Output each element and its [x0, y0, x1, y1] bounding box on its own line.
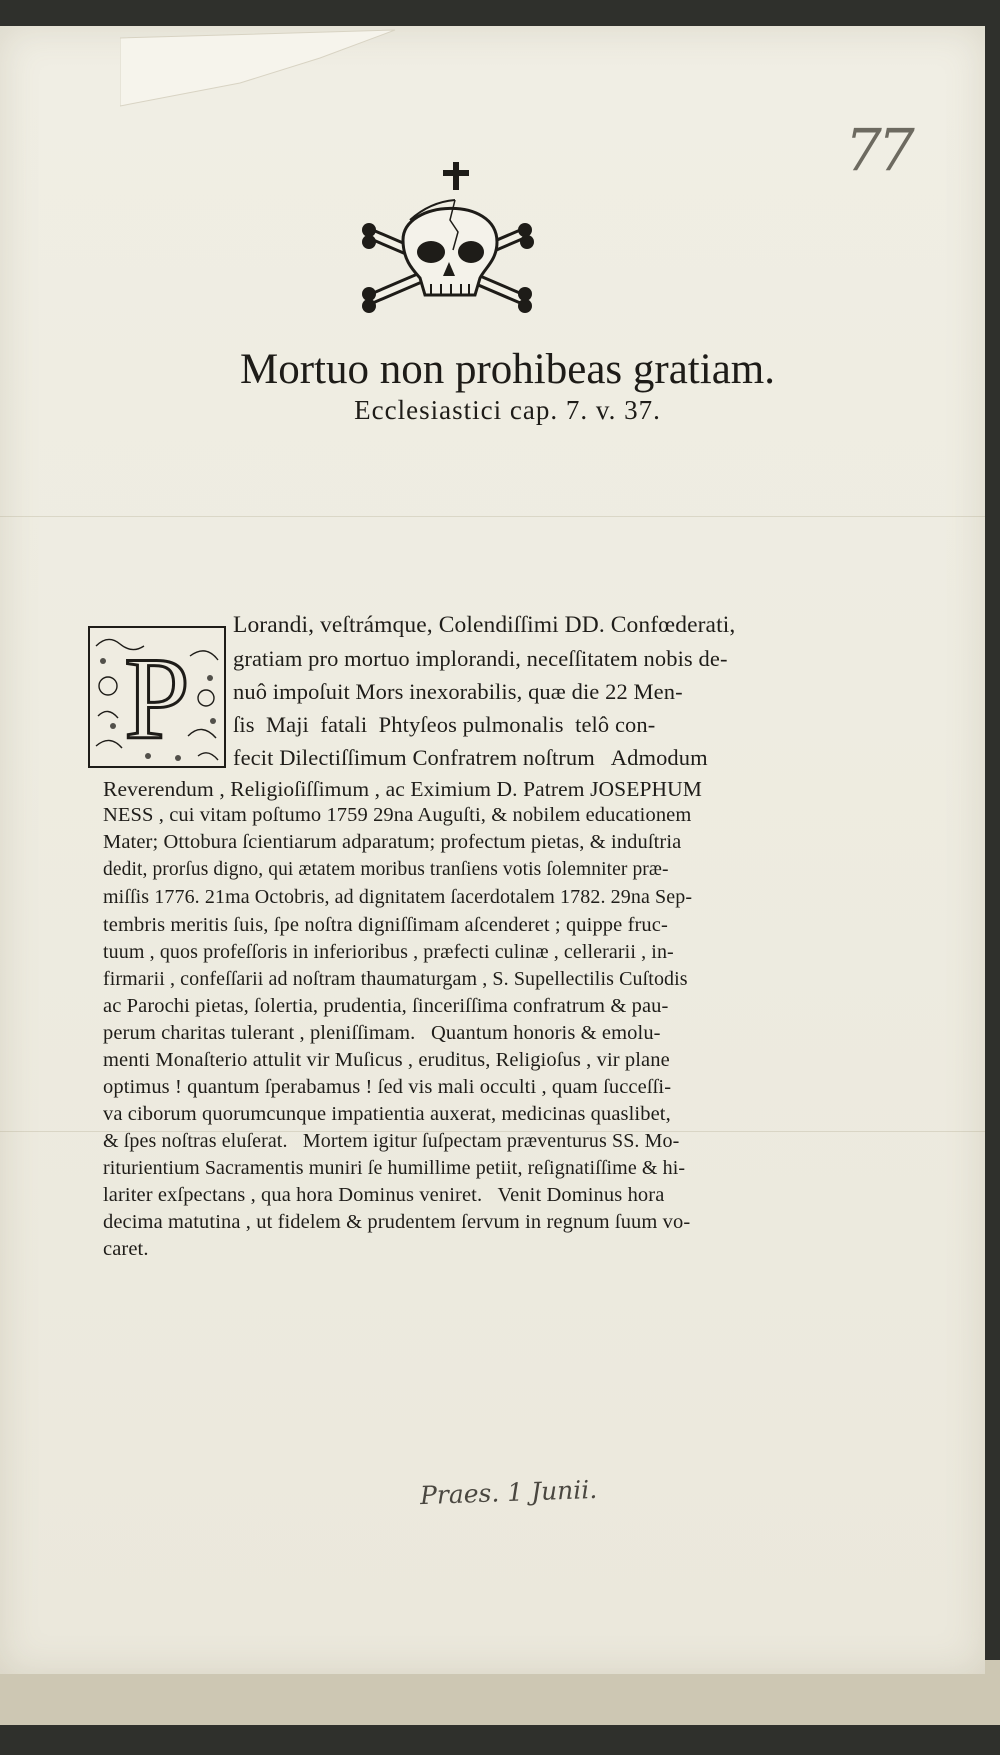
body-line: optimus ! quantum ſperabamus ! ſed vis mali occulti , quam ſucceſſi- [103, 1076, 672, 1098]
body-line: riturientium Sacramentis muniri ſe humillime petiit, reſignatiſſime & hi- [103, 1157, 686, 1179]
body-line: NESS , cui vitam poſtumo 1759 29na Auguſti, & nobilem educationem [103, 804, 692, 826]
scripture-citation: Ecclesiastici cap. 7. v. 37. [354, 395, 661, 425]
folio-number: 77 [845, 116, 911, 184]
body-line: menti Monaſterio attulit vir Muſicus , eruditus, Religioſus , vir plane [103, 1049, 670, 1071]
fold-line [0, 516, 985, 517]
document-title: Mortuo non prohibeas gratiam. [239, 346, 775, 393]
body-line: gratiam pro mortuo implorandi, neceſſitatem nobis de- [233, 646, 728, 671]
body-line: ac Parochi pietas, ſolertia, prudentia, ſinceriſſima confratrum & pau- [103, 995, 669, 1017]
body-line: ſis Maji fatali Phtyſeos pulmonalis telô con- [233, 712, 656, 737]
body-line: miſſis 1776. 21ma Octobris, ad dignitatem ſacerdotalem 1782. 29na Sep- [103, 886, 693, 908]
body-line: caret. [103, 1238, 149, 1260]
body-line: & ſpes noſtras eluſerat. Mortem igitur ſuſpectam præventurus SS. Mo- [103, 1130, 680, 1152]
body-line: dedit, prorſus digno, qui ætatem moribus tranſiens votis ſolemniter præ- [103, 859, 669, 880]
decorated-initial-p [88, 626, 226, 768]
body-line: lariter exſpectans , qua hora Dominus veniret. Venit Dominus hora [103, 1184, 665, 1206]
svg-text:P: P [124, 633, 190, 764]
body-line: tuum , quos profeſſoris in inferioribus , præfecti culinæ , cellerarii , in- [103, 941, 674, 963]
body-line: firmarii , confeſſarii ad noſtram thaumaturgam , S. Supellectilis Cuſtodis [103, 968, 688, 990]
body-line: perum charitas tulerant , pleniſſimam. Quantum honoris & emolu- [103, 1022, 661, 1044]
skull-crossbones-emblem [355, 160, 540, 315]
body-line: tembris meritis ſuis, ſpe noſtra digniſſimam aſcenderet ; quippe fruc- [103, 914, 668, 936]
body-line: va ciborum quorumcunque impatientia auxerat, medicinas quaslibet, [103, 1103, 671, 1125]
handwritten-annotation: Praes. 1 Junii. [419, 1474, 598, 1511]
body-line: Lorandi, veſtrámque, Colendiſſimi DD. Confœderati, [233, 612, 736, 638]
torn-paper-corner [120, 28, 400, 108]
body-line: decima matutina , ut fidelem & prudentem ſervum in regnum ſuum vo- [103, 1211, 691, 1233]
body-line: nuô impoſuit Mors inexorabilis, quæ die 22 Men- [233, 679, 683, 704]
body-line: Mater; Ottobura ſcientiarum adparatum; profectum pietas, & induſtria [103, 831, 682, 853]
body-line: fecit Dilectiſſimum Confratrem noſtrum Admodum [233, 745, 708, 770]
body-line: Reverendum , Religioſiſſimum , ac Eximium D. Patrem JOSEPHUM [103, 777, 702, 801]
